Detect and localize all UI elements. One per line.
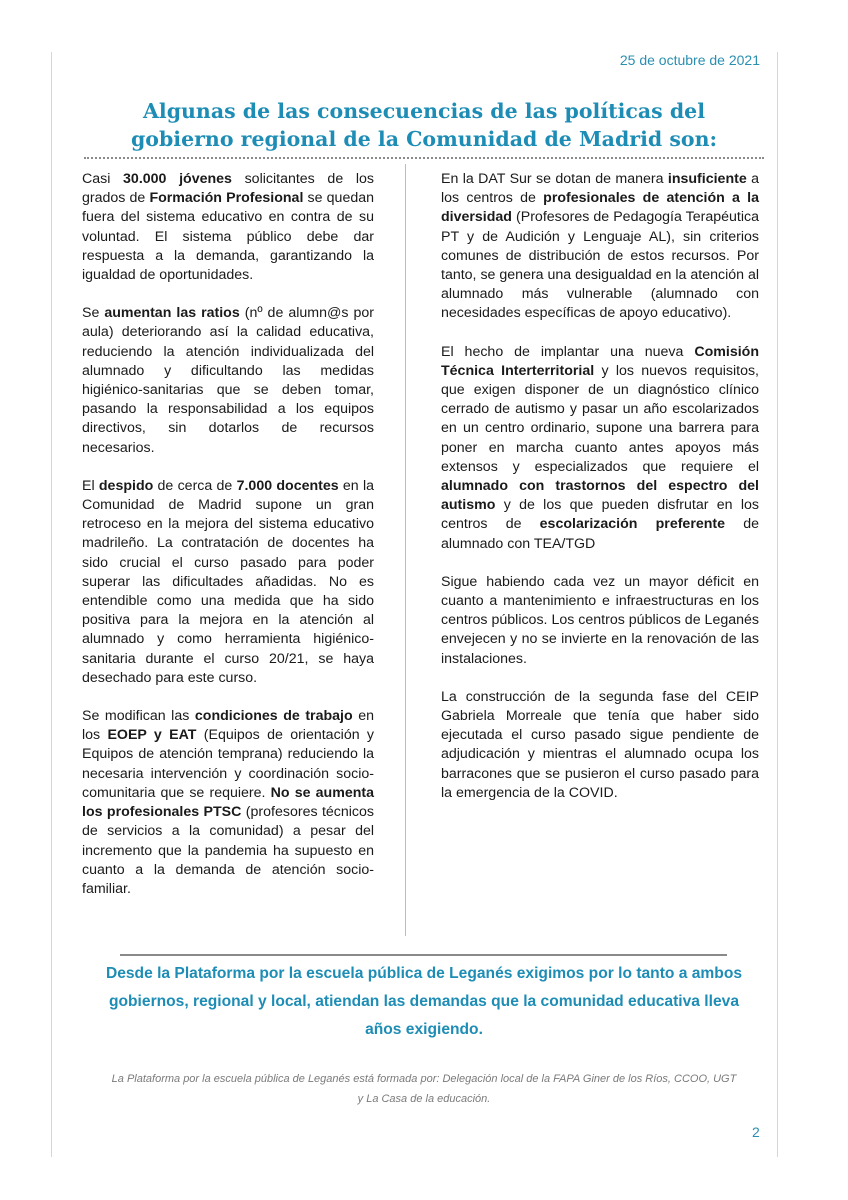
text-run: (Profesores de Pedagogía Terapéutica PT y de Audición y Lenguaje AL), sin criterios comunes de distribución de estos recursos. Por tanto, se genera una desigualdad en la atención al alumnado más vulnerable (alumnado con necesidades específicas de apoyo educativo).	[441, 209, 759, 322]
text-run: Casi	[82, 171, 124, 187]
text-run: de cerca de	[153, 477, 237, 494]
text-run: y los nuevos requisitos, que exigen disponer de un diagnóstico clínico cerrado de autismo y pasar un año escolarizados en un centro ordinario, supone una barrera para poner en marcha cuanto antes apoyos más extensos y especializados que requiere el	[441, 362, 759, 475]
text-run: Se modifican las	[82, 708, 195, 725]
text-run: Sigue habiendo cada vez un mayor déficit en cuanto a mantenimiento e infraestructuras en los centros públicos. Los centros públicos de Leganés envejecen y no se invierte en la renovación de las instalaciones.	[441, 573, 759, 667]
text-run: y de los que pueden disfrutar en los centros de	[441, 497, 759, 533]
bold-text: despido	[98, 477, 154, 494]
paragraph	[441, 343, 759, 554]
paragraph	[82, 477, 374, 688]
bold-text: escolarización preferente	[539, 516, 726, 533]
left-column	[82, 170, 374, 918]
paragraph	[441, 170, 759, 324]
right-column	[441, 170, 759, 822]
paragraph	[441, 688, 759, 803]
text-run: (Equipos de orientación y Equipos de atención temprana) reduciendo la necesaria intervención y coordinación socio-comunitaria que se requiere.	[82, 727, 375, 801]
page-frame-right	[777, 52, 778, 1157]
text-run: en la Comunidad de Madrid supone un gran retroceso en la mejora del sistema educativo madrileño. La contratación de docentes ha sido crucial el curso pasado para poder superar las dificultades añadidas. No es entendible como una medida que ha sido positiva para la mejora en la atención al alumnado y como herramienta higiénico-sanitaria durante el curso 20/21, se haya desechado para este curso.	[82, 477, 375, 686]
text-run: (profesores técnicos de servicios a la comunidad) a pesar del incremento que la pandemia ha supuesto en cuanto a la demanda de atención socio-familiar.	[82, 804, 374, 897]
bold-text: Comisión Técnica Interterritorial	[441, 343, 759, 379]
bold-text: alumnado con trastornos del espectro del autismo	[441, 478, 759, 514]
text-run: En la DAT Sur se dotan de manera	[441, 171, 668, 187]
paragraph	[441, 573, 759, 669]
text-run: en los	[82, 708, 374, 744]
footnote: La Plataforma por la escuela pública de Leganés está formada por: Delegación local de la FAPA Giner de los Ríos, CCOO, UGT y La Casa de la educación.	[111, 1073, 737, 1105]
bold-text: EOEP y EAT	[107, 727, 197, 744]
bold-text: aumentan las ratios	[104, 305, 240, 322]
text-run: El hecho de implantar una nueva	[441, 343, 695, 360]
paragraph	[82, 304, 374, 458]
bold-text: Formación Profesional	[149, 190, 304, 207]
paragraph	[82, 707, 374, 899]
bold-text: 7.000 docentes	[236, 477, 339, 494]
text-run: La construcción de la segunda fase del CEIP Gabriela Morreale que tenía que haber sido ejecutada el curso pasado sigue pendiente de adjudicación y mientras el alumnado ocupa los barracones que se pusieron el curso pasado para la emergencia de la COVID.	[441, 688, 759, 801]
paragraph	[82, 170, 374, 285]
page-title: Algunas de las consecuencias de las políticas del gobierno regional de la Comunidad de Madrid son:	[130, 99, 718, 151]
bold-text: condiciones de trabajo	[194, 708, 353, 725]
text-run: El	[82, 477, 99, 494]
text-run: de alumnado con TEA/TGD	[441, 516, 759, 552]
bold-text: 30.000 jóvenes	[123, 171, 232, 187]
bottom-divider	[120, 954, 727, 956]
dotted-divider	[84, 157, 764, 159]
document-date: 25 de octubre de 2021	[619, 52, 760, 68]
text-run: solicitantes de los grados de	[82, 171, 374, 207]
page-frame-left	[51, 52, 52, 1157]
text-run: Se	[82, 305, 105, 322]
bold-text: insuficiente	[667, 171, 747, 187]
text-run: a los centros de	[441, 171, 759, 207]
page-number: 2	[752, 1124, 760, 1140]
text-run: (nº de alumn@s por aula) deteriorando así la calidad educativa, reduciendo la atención individualizada del alumnado y dificultando las medidas higiénico-sanitarias que se deben tomar, pasando la responsabilidad a los equipos directivos, sin dotarlos de recursos necesarios.	[82, 305, 374, 456]
text-run: se quedan fuera del sistema educativo en contra de su voluntad. El sistema público debe dar respuesta a la demanda, garantizando la igualdad de oportunidades.	[82, 190, 375, 284]
bold-text: profesionales de atención a la diversidad	[441, 190, 759, 226]
bold-text: No se aumenta los profesionales PTSC	[82, 784, 374, 821]
closing-statement: Desde la Plataforma por la escuela pública de Leganés exigimos por lo tanto a ambos gobiernos, regional y local, atiendan las demandas que la comunidad educativa lleva años exigiendo.	[105, 965, 743, 1038]
column-divider	[405, 164, 406, 936]
